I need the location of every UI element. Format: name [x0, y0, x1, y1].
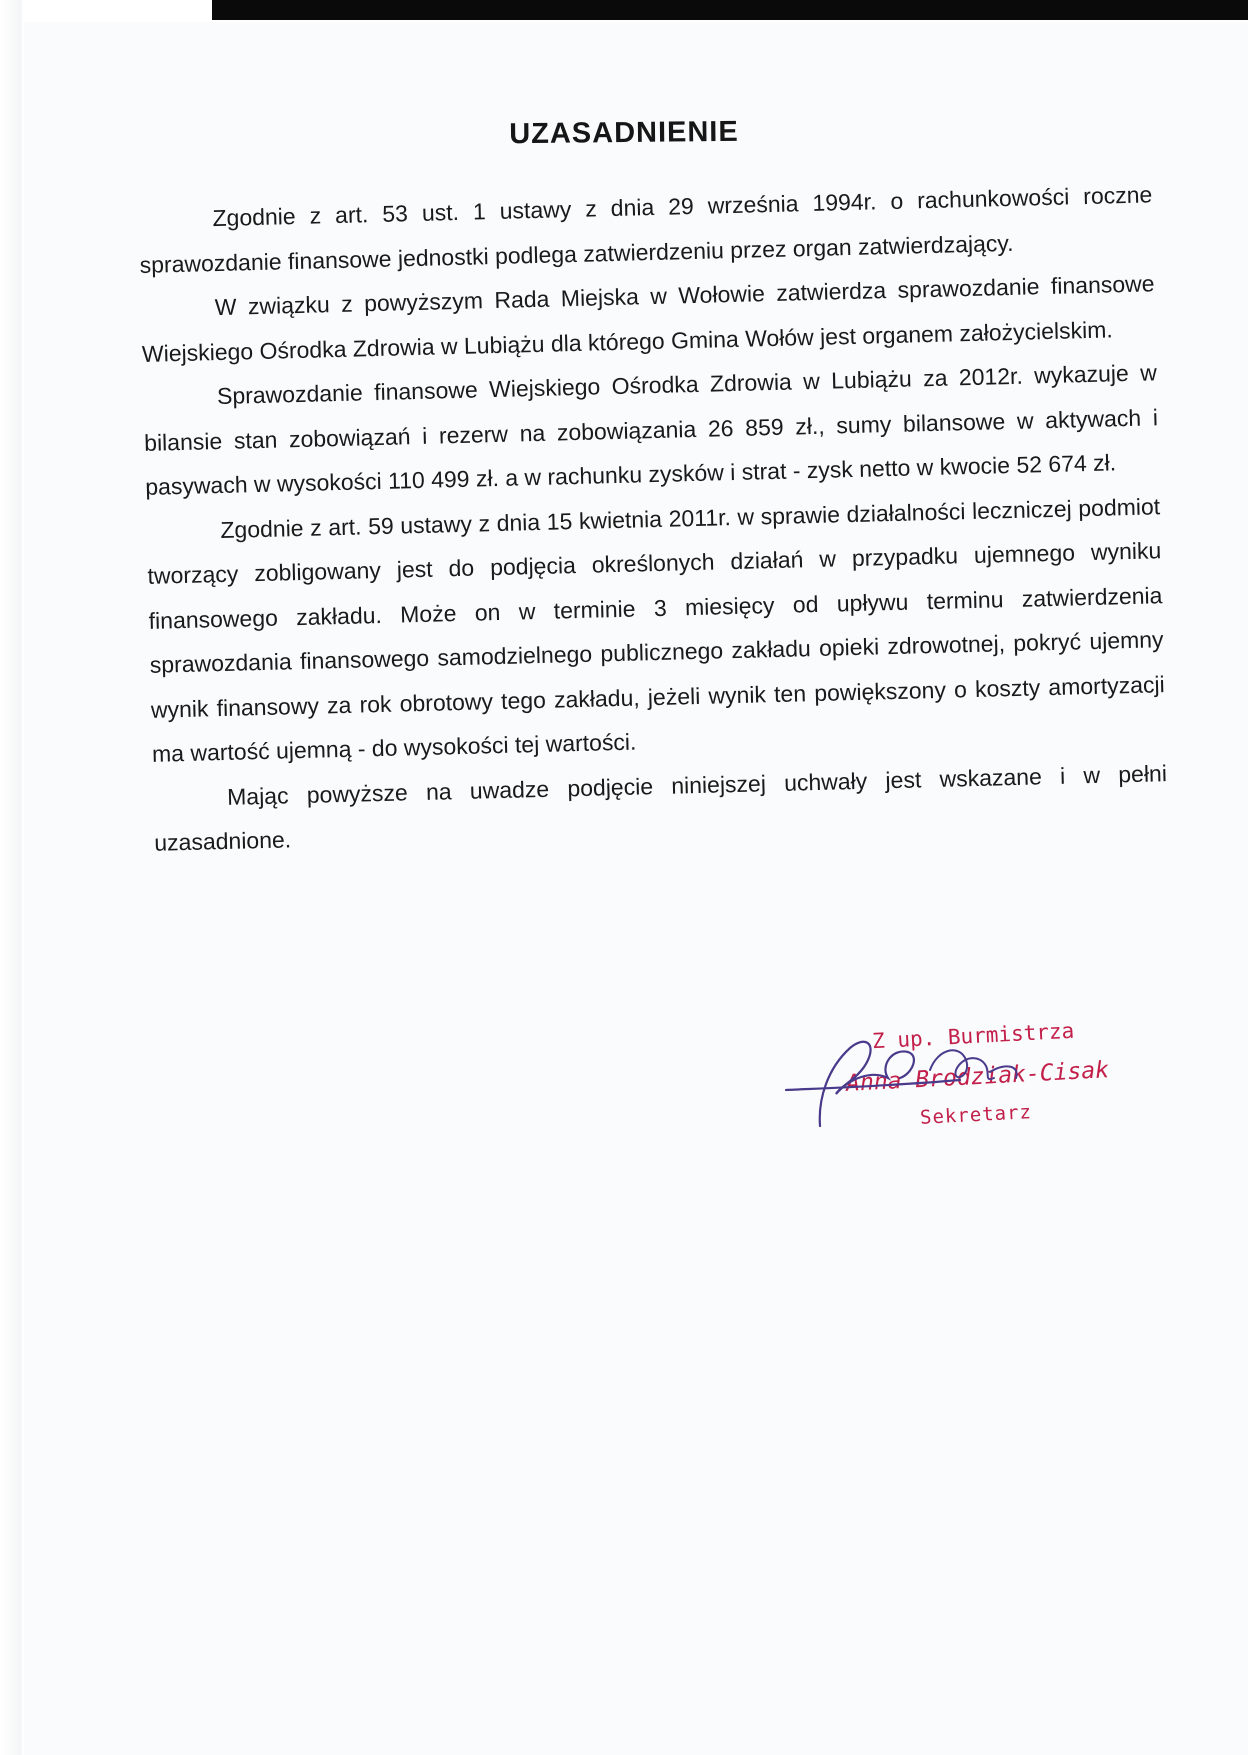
document-body: [138, 172, 1169, 865]
paragraph-5: Mając powyższe na uwadze podjęcie niniejszej uchwały jest wskazane i w pełni uzasadnione.: [153, 759, 1168, 856]
stamp-line-name: Anna Brodziak-Cisak: [845, 1057, 1110, 1097]
paragraph-2: W związku z powyższym Rada Miejska w Wołowie zatwierdza sprawozdanie finansowe Wiejskiego Ośrodka Zdrowia w Lubiążu dla którego Gmina Wołów jest organem założycielskim.: [141, 270, 1155, 367]
document-title: UZASADNIENIE: [509, 115, 739, 151]
scan-margin: [0, 0, 22, 1755]
paragraph-3: Sprawozdanie finansowe Wiejskiego Ośrodka Zdrowia w Lubiążu za 2012r. wykazuje w bilansie stan zobowiązań i rezerw na zobowiązania 26 859 zł., sumy bilansowe w aktywach i pasywach w wysokości 110 499 zł. a w rachunku zysków i strat - zysk netto w kwocie 52 674 zł.: [143, 359, 1159, 500]
scan-top-shadow: [212, 0, 1248, 20]
stamp-line-authorization: Z up. Burmistrza: [871, 1018, 1075, 1054]
stamp-line-position: Sekretarz: [919, 1101, 1033, 1129]
signature-block: [780, 1008, 1120, 1138]
paragraph-4: Zgodnie z art. 59 ustawy z dnia 15 kwietnia 2011r. w sprawie działalności leczniczej podmiot tworzący zobligowany jest do podjęcia określonych działań w przypadku ujemnego wyniku finansowego zakładu. Może on w terminie 3 miesięcy od upływu terminu zatwierdzenia sprawozdania finansowego samodzielnego publicznego zakładu opieki zdrowotnej, pokryć ujemny wynik finansowy za rok obrotowy tego zakładu, jeżeli wynik ten powiększony o koszty amortyzacji ma wartość ujemną - do wysokości tej wartości.: [147, 492, 1165, 767]
paragraph-1: Zgodnie z art. 53 ust. 1 ustawy z dnia 29 września 1994r. o rachunkowości roczne sprawozdanie finansowe jednostki podlega zatwierdzeniu przez organ zatwierdzający.: [139, 181, 1153, 278]
handwritten-signature: [780, 1008, 1120, 1138]
